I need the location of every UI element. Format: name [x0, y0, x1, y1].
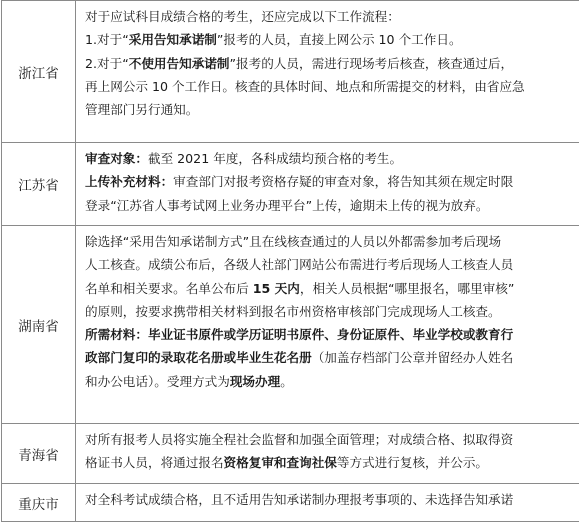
text-line	[85, 451, 579, 474]
text-run: 再上网公示 10 个工作日。核查的具体时间、地点和所需提交的材料，由省应急	[85, 79, 525, 94]
text-run: 和办公电话）。受理方式为	[85, 374, 230, 389]
table-row-hunan	[2, 226, 579, 424]
province-cell: 重庆市	[2, 484, 76, 522]
bold-text-run: 现场办理	[230, 374, 280, 389]
text-run: 1.对于“	[85, 32, 129, 47]
text-line	[85, 253, 579, 276]
text-line	[85, 488, 579, 511]
text-line	[85, 230, 579, 253]
text-run: 人工核查。成绩公布后，各级人社部门网站公布需进行考后现场人工核查人员	[85, 257, 513, 272]
table-row-jiangsu	[2, 143, 579, 226]
province-cell: 江苏省	[2, 143, 76, 226]
text-line	[85, 300, 579, 323]
bold-text-run: 采用告知承诺制	[129, 32, 217, 47]
table-row-qinghai	[2, 424, 579, 484]
text-line	[85, 277, 579, 300]
bold-text-run: 所需材料：毕业证书原件或学历证明书原件、身份证原件、毕业学校或教育行	[85, 327, 513, 342]
bold-text-run: 审查对象：	[85, 151, 148, 166]
text-run: ，相关人员根据“哪里报名，哪里审核”	[300, 281, 515, 296]
text-run: 除选择“采用告知承诺制方式”且在线核查通过的人员以外都需参加考后现场	[85, 234, 501, 249]
text-line	[85, 52, 579, 75]
requirement-cell	[76, 143, 579, 226]
bold-text-run: 15 天内	[253, 281, 300, 296]
text-line	[85, 147, 579, 170]
text-run: ”报考的人员，直接上网公示 10 个工作日。	[217, 32, 462, 47]
province-cell: 青海省	[2, 424, 76, 484]
bold-text-run: 不使用告知承诺制	[129, 56, 230, 71]
text-run: 名单和相关要求。名单公布后	[85, 281, 253, 296]
text-line	[85, 346, 579, 369]
bold-text-run: 政部门复印的录取花名册或毕业生花名册	[85, 350, 312, 365]
text-run: 的原则，按要求携带相关材料到报名市州资格审核部门完成现场人工核查。	[85, 304, 501, 319]
text-line	[85, 428, 579, 451]
text-run: （加盖存档部门公章并留经办人姓名	[312, 350, 514, 365]
requirement-cell	[76, 424, 579, 484]
text-run: 。	[280, 374, 293, 389]
text-run: 2.对于“	[85, 56, 129, 71]
requirement-cell	[76, 484, 579, 522]
bold-text-run: 资格复审和查询社保	[224, 455, 337, 470]
province-cell: 浙江省	[2, 1, 76, 143]
bold-text-run: 上传补充材料：	[85, 174, 173, 189]
text-line	[85, 194, 579, 217]
requirement-cell	[76, 226, 579, 424]
text-run: 审查部门对报考资格存疑的审查对象，将告知其须在规定时限	[173, 174, 513, 189]
text-run: 对于应试科目成绩合格的考生，还应完成以下工作流程：	[85, 9, 400, 24]
text-run: 截至 2021 年度，各科成绩均预合格的考生。	[148, 151, 402, 166]
text-line	[85, 98, 579, 121]
text-line	[85, 323, 579, 346]
requirement-cell	[76, 1, 579, 143]
text-line	[85, 28, 579, 51]
text-run: 管理部门另行通知。	[85, 102, 198, 117]
text-run: 登录“江苏省人事考试网上业务办理平台”上传，逾期未上传的视为放弃。	[85, 198, 488, 213]
table-row-zhejiang	[2, 1, 579, 143]
text-run: 等方式进行复核，并公示。	[337, 455, 488, 470]
text-run: 对所有报考人员将实施全程社会监督和加强全面管理；对成绩合格、拟取得资	[85, 432, 513, 447]
text-line	[85, 5, 579, 28]
text-run: 格证书人员，将通过报名	[85, 455, 224, 470]
text-line	[85, 370, 579, 393]
text-line	[85, 170, 579, 193]
table-row-chongqing	[2, 484, 579, 522]
province-cell: 湖南省	[2, 226, 76, 424]
text-line	[85, 75, 579, 98]
text-run: ”报考的人员，需进行现场考后核查，核查通过后，	[229, 56, 513, 71]
text-run: 对全科考试成绩合格，且不适用告知承诺制办理报考事项的、未选择告知承诺	[85, 492, 513, 507]
requirements-table	[1, 0, 579, 522]
